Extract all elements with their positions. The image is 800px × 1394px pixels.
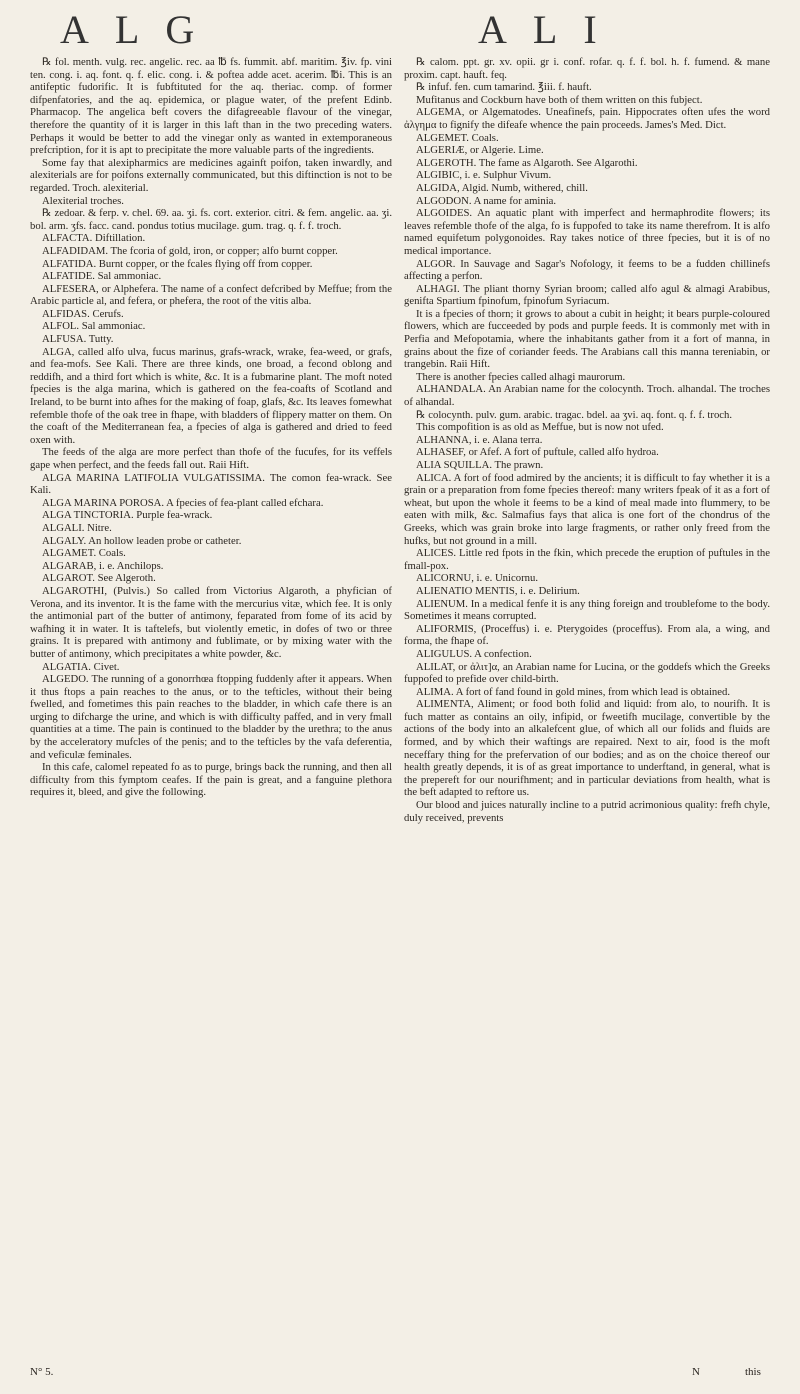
entry-paragraph: ALGEMA, or Algematodes. Uneafinefs, pain. Hippocrates often ufes the word ἀλγημα to fignify the difeafe whence the pain proceeds. James's Med. Dict. xyxy=(404,106,770,131)
entry-paragraph: ALGA MARINA POROSA. A fpecies of fea-plant called efchara. xyxy=(42,496,324,509)
entry-paragraph: ALGALI. Nitre. xyxy=(42,521,112,534)
entry-paragraph: ALFESERA, or Alphefera. The name of a confect defcribed by Meffue; from the Arabic particle al, and fefera, or phefera, the root of the vitis alba. xyxy=(30,282,392,308)
running-header xyxy=(0,6,800,52)
entry-paragraph: ALGA TINCTORIA. Purple fea-wrack. xyxy=(42,509,213,522)
entry-paragraph: ℞ fol. menth. vulg. rec. angelic. rec. aa ℔ fs. fummit. abf. maritim. ℥iv. fp. vini ten. cong. i. aq. font. q. f. elic. cong. i. & poftea adde acet. acerim. ℔i. This is an antifeptic fudorific. It is fubftituted for the aq. theriac. comp. of former difpenfatories, and the aq. epidemica, or plague water, of the prefent Edinb. Pharmacop. The angelica beft covers the difagreeable flavour of the vinegar, therefore the quantity of it is larger in this laft than in the two preceding waters. Perhaps it would be better to add the vinegar only as wanted in extemporaneous prefcription, for it is apt to precipitate the more valuable parts of the ingredients. xyxy=(30,56,392,157)
entry-paragraph: ALIENUM. In a medical fenfe it is any thing foreign and troublefome to the body. Sometimes it means corrupted. xyxy=(404,597,770,623)
signature-letter: N xyxy=(692,1366,700,1378)
entry-paragraph: ALFUSA. Tutty. xyxy=(42,333,114,346)
entry-paragraph: ALIGULUS. A confection. xyxy=(416,647,532,660)
entry-paragraph: ALIA SQUILLA. The prawn. xyxy=(416,459,544,471)
page-footer xyxy=(0,1366,800,1386)
entry-paragraph: ALGAMET. Coals. xyxy=(42,547,126,560)
entry-paragraph: ALGA, called alfo ulva, fucus marinus, grafs-wrack, wrake, fea-weed, or grafs, and fea-mofs. See Kali. There are three kinds, one broad, a fecond oblong and reddifh, and a third fort which is white, &c. It is a fubmarine plant. The moft noted fpecies is the alga marina, which is gathered on the fea-coafts of Scotland and Ireland, to be burnt into afhes for the making of foap, glafs, &c. Its leaves fomewhat refemble thofe of the oak tree in fhape, with bladders of flippery matter on them. On the coaft of the Mediterranean fea, a fpecies of alga is gathered and dried to feed oxen with. xyxy=(30,345,392,446)
right-column xyxy=(404,56,770,824)
entry-paragraph: The feeds of the alga are more perfect than thofe of the fucufes, for its veffels gape when perfect, and the feeds fall out. Raii Hift. xyxy=(30,446,392,471)
entry-paragraph: ℞ calom. ppt. gr. xv. opii. gr i. conf. rofar. q. f. f. bol. h. f. fumend. & mane proxim. capt. hauft. feq. xyxy=(404,56,770,81)
entry-paragraph: ALHANNA, i. e. Alana terra. xyxy=(416,433,543,446)
entry-paragraph: ALILAT, or ἀλιτ]α, an Arabian name for Lucina, or the goddefs which the Greeks fuppofed to prefide over child-birth. xyxy=(404,660,770,686)
entry-paragraph: ALHASEF, or Afef. A fort of puftule, called alfo hydroa. xyxy=(416,446,659,459)
entry-paragraph: ALGATIA. Civet. xyxy=(42,660,120,673)
entry-paragraph: ALIENATIO MENTIS, i. e. Delirium. xyxy=(416,584,580,597)
left-column xyxy=(30,56,392,799)
entry-paragraph: ALIMENTA, Aliment; or food both folid and liquid: from alo, to nourifh. It is fuch matter as contains an oily, infipid, or fweetifh mucilage, convertible by the actions of the body into an alkalefcent glue, of which all our folids and fluids are formed, and by which their waftings are repaired. Next to air, food is the moft neceffary thing for the prefervation of our bodies; and as on the choice thereof our health greatly depends, it is of as great importance to underftand, in general, what is the prepereft for our nourifhment; and in particular deviations from health, what is the beft adapted to reftore us. xyxy=(404,698,770,799)
entry-paragraph: ALICES. Little red fpots in the fkin, which precede the eruption of puftules in the fmall-pox. xyxy=(404,547,770,572)
entry-paragraph: ALICORNU, i. e. Unicornu. xyxy=(416,572,538,585)
entry-paragraph: ALHANDALA. An Arabian name for the colocynth. Troch. alhandal. The troches of alhandal. xyxy=(404,383,770,409)
entry-paragraph: ALGERIÆ, or Algerie. Lime. xyxy=(416,144,544,157)
entry-paragraph: ALGIDA, Algid. Numb, withered, chill. xyxy=(416,181,588,194)
entry-paragraph: ALICA. A fort of food admired by the ancients; it is difficult to fay whether it is a grain or a preparation from fome fpecies thereof: many writers fpeak of it as a fort of wheat, but upon the whole it feems to be a kind of meal made into flummery, to be eaten with milk, &c. Salmafius fays that alica is one fort of the chondrus of the Greeks, which was grain broke into large fragments, or rather only freed from the hufks, but not ground in a mill. xyxy=(404,471,770,547)
entry-paragraph: It is a fpecies of thorn; it grows to about a cubit in height; it bears purple-coloured flowers, which are fucceeded by pods and purple feeds. It is commonly met with in Perfia and Mefopotamia, where the inhabitants gather from it a fort of manna, in grains about the fize of coriander feeds. The Arabians call this manna tereniabin, or trangebin. Raii Hift. xyxy=(404,307,770,371)
entry-paragraph: ℞ infuf. fen. cum tamarind. ℥iii. f. hauft. xyxy=(416,81,592,94)
entry-paragraph: ALFACTA. Diftillation. xyxy=(42,232,146,245)
entry-paragraph: This compofition is as old as Meffue, but is now not ufed. xyxy=(416,421,664,434)
entry-paragraph: ALFATIDA. Burnt copper, or the fcales flying off from copper. xyxy=(42,257,313,270)
entry-paragraph: ALGEDO. The running of a gonorrhœa ftopping fuddenly after it appears. When it thus ftops a pain reaches to the anus, or to the tefticles, without their being fwelled, and fometimes this pain reaches to the bladder, in which cafe there is an urging to difcharge the urine, and which is with difficulty paffed, and in very fmall quantities at a time. The pain is continued to the bladder by the urethra; to the anus by the acceleratory mufcles of the penis; and to the tefticles by the vafa deferentia, and veficulæ feminales. xyxy=(30,673,392,761)
entry-paragraph: ALGEROTH. The fame as Algaroth. See Algarothi. xyxy=(416,156,638,169)
catchword: this xyxy=(745,1366,761,1378)
entry-paragraph: ALFATIDE. Sal ammoniac. xyxy=(42,270,162,283)
entry-paragraph: ALGA MARINA LATIFOLIA VULGATISSIMA. The comon fea-wrack. See Kali. xyxy=(30,471,392,497)
entry-paragraph: ALGAROT. See Algeroth. xyxy=(42,572,156,585)
entry-paragraph: ALGODON. A name for aminia. xyxy=(416,194,557,207)
entry-paragraph: ALFADIDAM. The fcoria of gold, iron, or copper; alfo burnt copper. xyxy=(42,244,338,257)
entry-paragraph: Our blood and juices naturally incline to a putrid acrimonious quality: frefh chyle, duly received, prevents xyxy=(404,799,770,824)
entry-paragraph: Alexiterial troches. xyxy=(42,194,124,207)
entry-paragraph: ALIFORMIS, (Proceffus) i. e. Pterygoides (proceffus). From ala, a wing, and forma, the fhape of. xyxy=(404,622,770,648)
entry-paragraph: ℞ colocynth. pulv. gum. arabic. tragac. bdel. aa ʒvi. aq. font. q. f. f. troch. xyxy=(416,408,733,421)
entry-paragraph: ALHAGI. The pliant thorny Syrian broom; called alfo agul & almagi Arabibus, genifta Spartium fpinofum, fpinofum Syriacum. xyxy=(404,282,770,308)
entry-paragraph: ALGAROTHI, (Pulvis.) So called from Victorius Algaroth, a phyfician of Verona, and its inventor. It is the fame with the mercurius vitæ, which fee. It is only the antimonial part of the butter of antimony, feparated from fome of its acid by wafhing it in water. It is taftelefs, but violently emetic, in dofes of two or three grains. It is prepared with antimony and fublimate, or by mixing water with the butter of antimony, which precipitates a white powder, &c. xyxy=(30,584,392,660)
entry-paragraph: ALGOR. In Sauvage and Sagar's Nofology, it feems to be a fudden chillinefs affecting a perfon. xyxy=(404,257,770,283)
entry-paragraph: ALGOIDES. An aquatic plant with imperfect and hermaphrodite flowers; its leaves refemble thofe of the alga, fo is fuppofed to take its name therefrom. It is alfo named equifetum polygonoides. Ray takes notice of three fpecies, but it is of no medical importance. xyxy=(404,207,770,257)
header-right-word: ALI xyxy=(478,7,623,52)
entry-paragraph: In this cafe, calomel repeated fo as to purge, brings back the running, and then all difficulty from this fymptom ceafes. If the pain is great, and a fanguine plethora requires it, bleed, and give the following. xyxy=(30,761,392,799)
header-left-word: ALG xyxy=(60,7,221,52)
entry-paragraph: ALGARAB, i. e. Anchilops. xyxy=(42,559,164,572)
entry-paragraph: Some fay that alexipharmics are medicines againft poifon, taken inwardly, and alexiterials are for poifons externally communicated, but this diftinction is not to be regarded. Troch. alexiterial. xyxy=(30,156,392,194)
entry-paragraph: ALFIDAS. Cerufs. xyxy=(42,307,124,320)
signature-mark: N° 5. xyxy=(30,1366,54,1378)
entry-paragraph: ALGEMET. Coals. xyxy=(416,131,499,144)
entry-paragraph: ℞ zedoar. & ferp. v. chel. 69. aa. ʒi. fs. cort. exterior. citri. & fem. angelic. aa. ʒi. bol. arm. ʒfs. facc. cand. pondus totius mucilage. gum. trag. q. f. f. troch. xyxy=(30,207,392,232)
entry-paragraph: ALGIBIC, i. e. Sulphur Vivum. xyxy=(416,169,552,182)
entry-paragraph: Mufitanus and Cockburn have both of them written on this fubject. xyxy=(416,93,703,106)
entry-paragraph: ALGALY. An hollow leaden probe or catheter. xyxy=(42,534,242,547)
entry-paragraph: ALFOL. Sal ammoniac. xyxy=(42,320,146,333)
entry-paragraph: ALIMA. A fort of fand found in gold mines, from which lead is obtained. xyxy=(416,685,731,698)
entry-paragraph: There is another fpecies called alhagi maurorum. xyxy=(416,370,626,383)
